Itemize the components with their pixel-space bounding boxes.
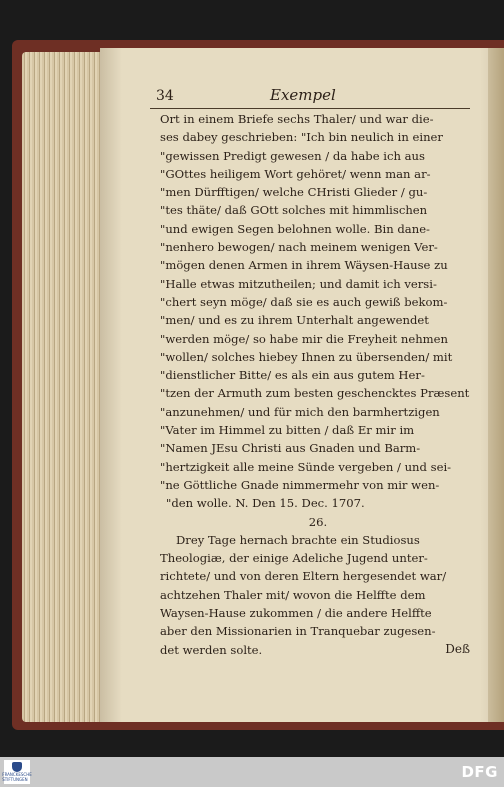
text-line: "dienstlicher Bitte/ es als ein aus gutem Her- <box>160 368 425 383</box>
paragraph-line: richtete/ und von deren Eltern hergesendet war/ <box>160 569 447 584</box>
text-line: "anzunehmen/ und für mich den barmhertzigen <box>160 404 440 419</box>
page-edges <box>22 52 102 722</box>
text-line: "nenhero bewogen/ nach meinem wenigen Ver- <box>160 240 438 255</box>
catchword: Deß <box>445 642 470 656</box>
dfg-logo[interactable]: DFG <box>461 763 498 781</box>
text-line: "chert seyn möge/ daß sie es auch gewiß bekom- <box>160 294 448 309</box>
paragraph-line: aber den Missionarien in Tranquebar zugesen- <box>160 624 436 639</box>
footer-bar <box>0 757 504 787</box>
running-head: Exempel <box>270 86 336 104</box>
paragraph-line: Drey Tage hernach brachte ein Studiosus <box>176 532 420 547</box>
text-line: "Namen JEsu Christi aus Gnaden und Barm- <box>160 441 421 456</box>
paragraph-line: Waysen-Hause zukommen / die andere Helffte <box>160 606 432 621</box>
text-line: "werden möge/ so habe mir die Freyheit nehmen <box>160 331 449 346</box>
text-line: "den wolle. N. Den 15. Dec. 1707. <box>166 496 365 511</box>
logo-icon <box>12 762 22 772</box>
text-line: "Halle etwas mitzutheilen; und damit ich versi- <box>160 276 437 291</box>
text-line: "und ewigen Segen belohnen wolle. Bin dane- <box>160 221 430 236</box>
page-header <box>150 86 470 109</box>
paragraph-line: Theologiæ, der einige Adeliche Jugend unter- <box>160 551 428 566</box>
francke-foundation-logo[interactable] <box>4 760 30 784</box>
text-line: Ort in einem Briefe sechs Thaler/ und war die- <box>160 112 434 126</box>
text-line: "mögen denen Armen in ihrem Wäysen-Hause zu <box>160 258 448 273</box>
text-line: "men Dürfftigen/ welche CHristi Glieder / gu- <box>160 185 428 200</box>
text-line: "tes thäte/ daß GOtt solches mit himmlischen <box>160 203 428 218</box>
text-line: "men/ und es zu ihrem Unterhalt angewendet <box>160 313 429 328</box>
text-line: "tzen der Armuth zum besten geschencktes Præsent <box>160 386 470 401</box>
paragraph-line: achtzehen Thaler mit/ wovon die Helffte dem <box>160 587 426 602</box>
text-line: ses dabey geschrieben: "Ich bin neulich in einer <box>160 130 443 145</box>
page-text <box>160 110 476 659</box>
text-line: "wollen/ solches hiebey Ihnen zu übersenden/ mit <box>160 349 453 364</box>
text-line: "Vater im Himmel zu bitten / daß Er mir im <box>160 423 415 438</box>
section-number: 26. <box>308 514 328 529</box>
page-right-edge <box>488 48 504 722</box>
paragraph-line: det werden solte. <box>160 642 263 657</box>
page-number: 34 <box>156 88 174 104</box>
logo-text: FRANCKESCHE STIFTUNGEN <box>2 772 32 782</box>
text-line: "GOttes heiligem Wort gehöret/ wenn man ar- <box>160 166 431 181</box>
text-line: "hertzigkeit alle meine Sünde vergeben / und sei- <box>160 459 452 474</box>
text-line: "gewissen Predigt gewesen / da habe ich aus <box>160 148 425 163</box>
text-line: "ne Göttliche Gnade nimmermehr von mir wen- <box>160 477 440 492</box>
